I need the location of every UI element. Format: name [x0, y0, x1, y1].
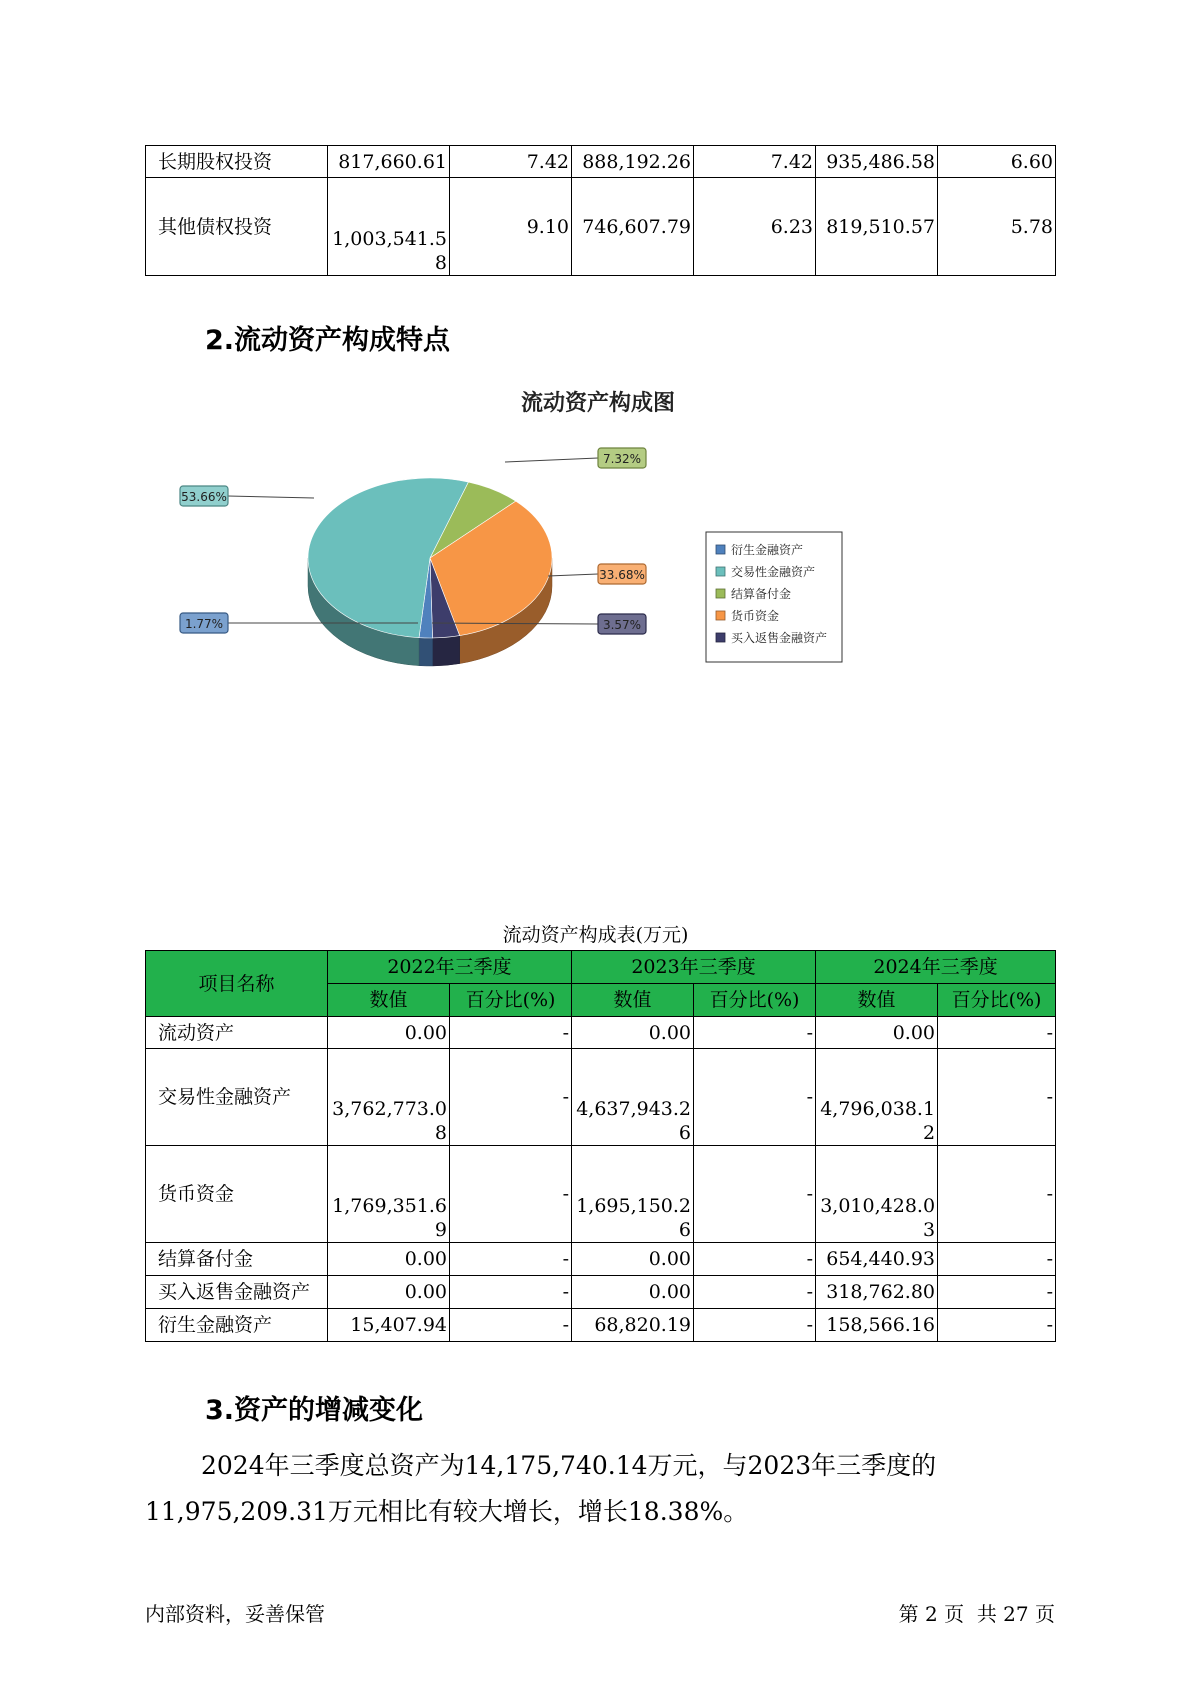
paragraph: 2024年三季度总资产为14,175,740.14万元，与2023年三季度的11,975,209.31万元相比有较大增长，增长18.38%。 [145, 1451, 937, 1526]
cell-percent: - [694, 1146, 816, 1243]
row-name: 货币资金 [146, 1146, 328, 1243]
cell-value: 1,003,541.58 [328, 178, 450, 276]
row-name: 交易性金融资产 [146, 1049, 328, 1146]
cell-percent: - [938, 1049, 1056, 1146]
cell-percent: - [694, 1049, 816, 1146]
cell-percent: - [450, 1017, 572, 1049]
legend-label: 买入返售金融资产 [731, 631, 828, 645]
cell-value: 318,762.80 [816, 1276, 938, 1309]
cell-percent: - [938, 1276, 1056, 1309]
cell-percent: - [450, 1309, 572, 1342]
footer-note: 内部资料，妥善保管 [145, 1602, 325, 1626]
table-row [146, 1146, 1056, 1243]
data-label: 53.66% [181, 490, 227, 504]
cell-percent: - [938, 1017, 1056, 1049]
header-row [146, 951, 1056, 984]
cell-value: 0.00 [572, 1276, 694, 1309]
cell-value: 1,695,150.26 [572, 1146, 694, 1243]
table-row [146, 1309, 1056, 1342]
cell-percent: - [450, 1276, 572, 1309]
percent-header: 百分比(%) [938, 984, 1056, 1017]
table-caption: 流动资产构成表(万元) [502, 924, 689, 946]
cell-value: 746,607.79 [572, 178, 694, 276]
table-row [146, 146, 1056, 178]
legend-label: 货币资金 [731, 609, 780, 623]
legend-label: 衍生金融资产 [731, 543, 804, 557]
table-row [146, 178, 1056, 276]
row-name: 流动资产 [146, 1017, 328, 1049]
cell-value: 3,010,428.03 [816, 1146, 938, 1243]
row-name: 买入返售金融资产 [146, 1276, 328, 1309]
cell-value: 819,510.57 [816, 178, 938, 276]
cell-percent: 7.42 [694, 146, 816, 178]
cell-value: 0.00 [328, 1243, 450, 1276]
legend-swatch [716, 633, 725, 642]
row-name: 衍生金融资产 [146, 1309, 328, 1342]
row-name: 其他债权投资 [146, 178, 328, 276]
cell-percent: - [938, 1146, 1056, 1243]
chart-title: 流动资产构成图 [520, 391, 676, 416]
cell-percent: - [694, 1243, 816, 1276]
table-row [146, 1049, 1056, 1146]
cell-percent: 9.10 [450, 178, 572, 276]
pie-slice-side [419, 638, 433, 666]
cell-value: 68,820.19 [572, 1309, 694, 1342]
legend-swatch [716, 611, 725, 620]
row-name: 长期股权投资 [146, 146, 328, 178]
row-name: 结算备付金 [146, 1243, 328, 1276]
cell-percent: 6.23 [694, 178, 816, 276]
percent-header: 百分比(%) [450, 984, 572, 1017]
value-header: 数值 [816, 984, 938, 1017]
section-heading: 3.资产的增减变化 [205, 1395, 424, 1426]
legend-swatch [716, 567, 725, 576]
cell-value: 888,192.26 [572, 146, 694, 178]
cell-percent: 7.42 [450, 146, 572, 178]
cell-value: 0.00 [328, 1017, 450, 1049]
cell-value: 158,566.16 [816, 1309, 938, 1342]
table-row [146, 1243, 1056, 1276]
table-row [146, 1276, 1056, 1309]
data-label: 33.68% [599, 568, 645, 582]
data-label: 3.57% [602, 618, 642, 632]
table-row [146, 1017, 1056, 1049]
section-heading: 2.流动资产构成特点 [205, 325, 451, 356]
cell-value: 4,796,038.12 [816, 1049, 938, 1146]
leader-line [548, 574, 598, 576]
cell-percent: - [694, 1017, 816, 1049]
year-header: 2024年三季度 [816, 951, 1056, 984]
legend-label: 交易性金融资产 [731, 565, 816, 579]
cell-value: 0.00 [572, 1017, 694, 1049]
value-header: 数值 [572, 984, 694, 1017]
cell-value: 3,762,773.08 [328, 1049, 450, 1146]
pie-chart [0, 380, 1191, 710]
cell-value: 1,769,351.69 [328, 1146, 450, 1243]
cell-percent: 5.78 [938, 178, 1056, 276]
cell-percent: - [450, 1049, 572, 1146]
cell-percent: - [450, 1243, 572, 1276]
page-number: 第 2 页 共 27 页 [898, 1602, 1055, 1626]
chart-legend [706, 532, 842, 662]
percent-header: 百分比(%) [694, 984, 816, 1017]
item-name-header: 项目名称 [146, 951, 328, 1017]
legend-label: 结算备付金 [731, 587, 792, 601]
cell-percent: - [694, 1276, 816, 1309]
data-label: 7.32% [602, 452, 642, 466]
cell-percent: - [694, 1309, 816, 1342]
legend-swatch [716, 545, 725, 554]
legend-swatch [716, 589, 725, 598]
current-assets-table [145, 950, 1056, 1342]
leader-line [505, 458, 598, 462]
cell-percent: - [450, 1146, 572, 1243]
cell-value: 15,407.94 [328, 1309, 450, 1342]
cell-value: 817,660.61 [328, 146, 450, 178]
cell-value: 0.00 [572, 1243, 694, 1276]
value-header: 数值 [328, 984, 450, 1017]
cell-value: 654,440.93 [816, 1243, 938, 1276]
cell-percent: - [938, 1243, 1056, 1276]
cell-percent: 6.60 [938, 146, 1056, 178]
cell-percent: - [938, 1309, 1056, 1342]
cell-value: 0.00 [328, 1276, 450, 1309]
cell-value: 0.00 [816, 1017, 938, 1049]
year-header: 2023年三季度 [572, 951, 816, 984]
pie-slice-side [433, 636, 460, 666]
year-header: 2022年三季度 [328, 951, 572, 984]
leader-line [228, 496, 314, 498]
data-label: 1.77% [184, 617, 224, 631]
asset-table-top [145, 145, 1056, 276]
cell-value: 935,486.58 [816, 146, 938, 178]
cell-value: 4,637,943.26 [572, 1049, 694, 1146]
